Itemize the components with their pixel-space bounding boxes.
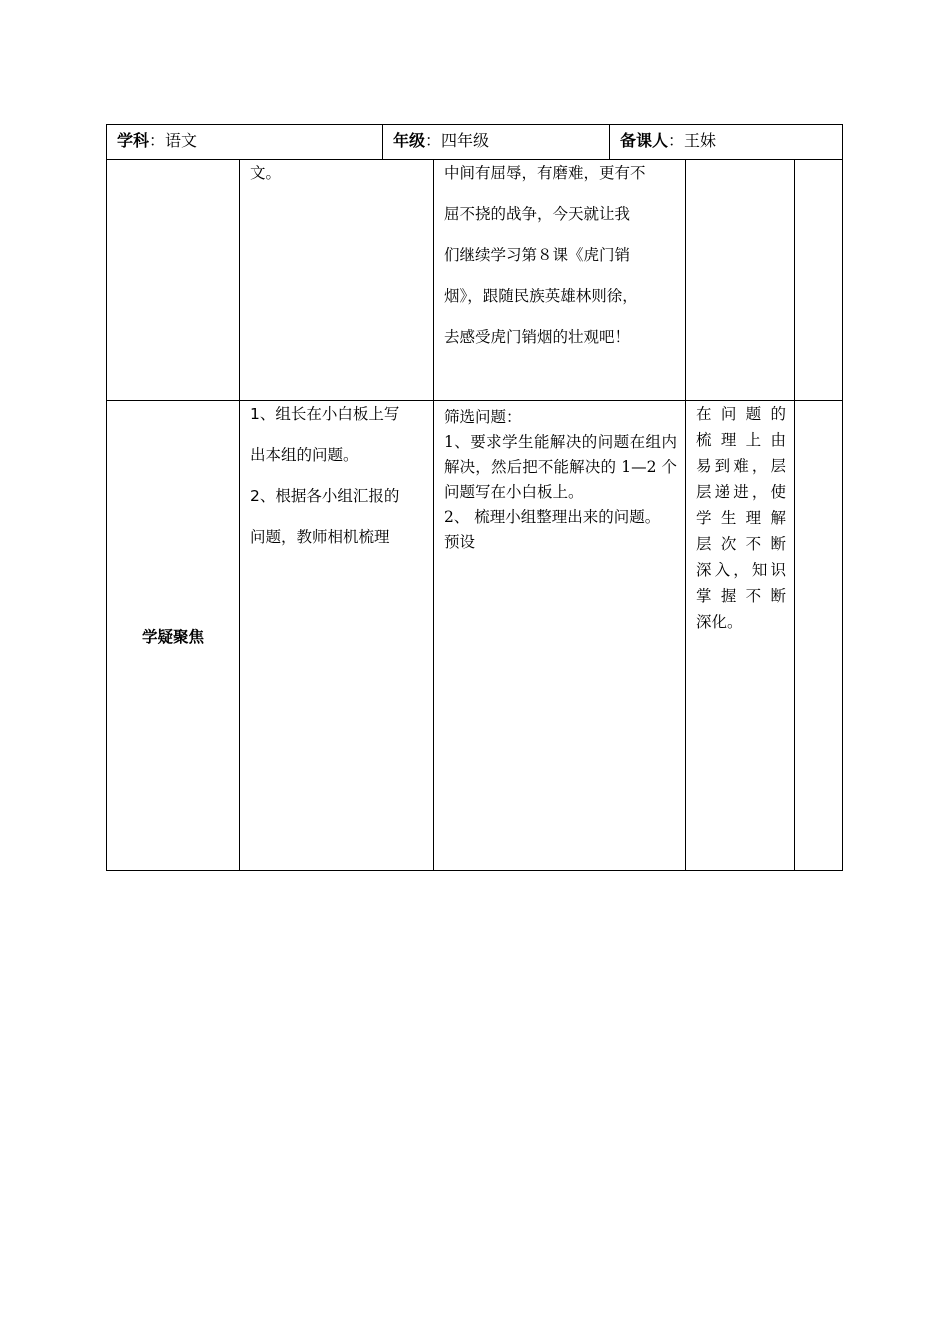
design-line: 易到难，层	[696, 457, 786, 475]
grade-value: ：四年级	[425, 131, 490, 150]
item-text-cont: 问题，教师相机梳理	[250, 528, 390, 546]
design-line: 学 生 理 解	[696, 509, 786, 527]
teacher-activity-cell	[434, 401, 686, 871]
design-line: 梳 理 上 由	[696, 431, 786, 449]
student-item	[250, 394, 427, 435]
subject-value: ：语文	[149, 131, 198, 150]
teacher-heading: 筛选问题：	[444, 408, 522, 426]
teacher-value: ：王妹	[668, 131, 717, 150]
item-number: 1	[250, 405, 260, 423]
subject-label: 学科	[117, 131, 150, 150]
teacher-item: 2、 梳理小组整理出来的问题。	[444, 508, 661, 526]
design-intent-cell	[686, 160, 795, 401]
teacher-label: 备课人	[620, 131, 669, 150]
student-activity-cell	[240, 160, 434, 401]
student-item	[250, 476, 427, 517]
design-line: 掌 握 不 断	[696, 587, 786, 605]
teacher-line: 们继续学习第８课《虎门销	[444, 246, 631, 264]
design-line: 层递进，使	[696, 483, 786, 501]
item-text: 、组长在小白板上写	[259, 405, 400, 423]
design-line: 深入，知识	[696, 561, 786, 579]
notes-cell	[795, 401, 843, 871]
grade-label: 年级	[393, 131, 426, 150]
lesson-table	[106, 159, 843, 871]
lesson-plan-sheet	[106, 124, 842, 871]
item-text-cont: 出本组的问题。	[250, 446, 359, 464]
section-title: 学疑聚焦	[107, 401, 240, 871]
design-line: 深化。	[696, 613, 743, 631]
teacher-line: 屈不挠的战争，今天就让我	[444, 205, 631, 223]
design-line: 层 次 不 断	[696, 535, 786, 553]
item-text: 、根据各小组汇报的	[259, 487, 400, 505]
teacher-footer: 预设	[444, 533, 476, 551]
table-row	[107, 160, 843, 401]
student-activity-cell	[240, 401, 434, 871]
teacher-line: 中间有屈辱，有磨难，更有不	[444, 164, 646, 182]
item-number: 2	[250, 487, 260, 505]
table-row	[107, 401, 843, 871]
teacher-line: 烟》，跟随民族英雄林则徐，	[444, 287, 638, 305]
teacher-activity-cell	[434, 160, 686, 401]
notes-cell	[795, 160, 843, 401]
section-cell	[107, 160, 240, 401]
teacher-line: 去感受虎门销烟的壮观吧！	[444, 328, 631, 346]
student-activity-text: 文。	[250, 164, 282, 182]
teacher-item: 1、要求学生能解决的问题在组内解决，然后把不能解决的 1—2 个问题写在小白板上。	[444, 433, 677, 501]
design-intent-cell	[686, 401, 795, 871]
design-line: 在 问 题 的	[696, 405, 786, 423]
